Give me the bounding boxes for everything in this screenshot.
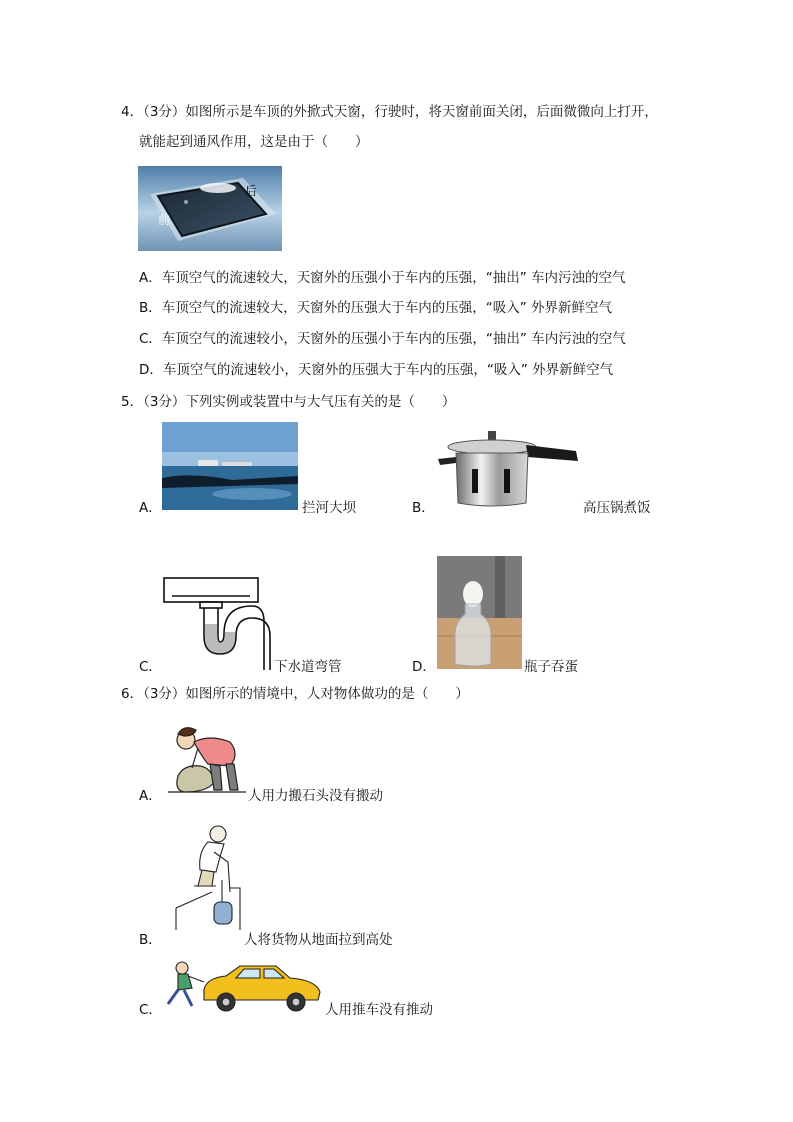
lift-stone-illustration [164,720,248,796]
q6-a-letter: A． [139,788,162,804]
q5-c-caption: 下水道弯管 [274,659,342,675]
q5-c-letter: C． [139,659,162,675]
q6-a-caption: 人用力搬石头没有搬动 [248,788,383,804]
q4-stem-line1: 4．（3分）如图所示是车顶的外掀式天窗，行驶时，将天窗前面关闭，后面微微向上打开， [121,104,658,120]
q6-b-letter: B． [139,932,162,948]
q6-stem: 6．（3分）如图所示的情境中，人对物体做功的是（ ） [121,686,469,702]
push-car-illustration [164,960,322,1014]
dam-photo [162,422,298,510]
q5-d-caption: 瓶子吞蛋 [524,659,578,675]
q6-c-letter: C． [139,1002,162,1018]
drain-trap-diagram [162,576,274,672]
q4-option-c: C．车顶空气的流速较小，天窗外的压强小于车内的压强，“抽出” 车内污浊的空气 [139,331,626,347]
pull-cargo-illustration [170,822,244,930]
q5-a-letter: A． [139,500,162,516]
q5-b-letter: B． [412,500,435,516]
q5-a-caption: 拦河大坝 [302,500,356,516]
pressure-cooker-photo [436,429,580,509]
q4-option-d: D．车顶空气的流速较小，天窗外的压强大于车内的压强，“吸入” 外界新鲜空气 [139,362,614,378]
fig-label-front: 前 [158,213,171,227]
q4-option-a: A．车顶空气的流速较大，天窗外的压强小于车内的压强，“抽出” 车内污浊的空气 [139,270,626,286]
fig-label-back: 后 [245,184,258,198]
q6-c-caption: 人用推车没有推动 [325,1002,433,1018]
q4-option-b: B．车顶空气的流速较大，天窗外的压强大于车内的压强，“吸入” 外界新鲜空气 [139,300,613,316]
q4-stem-line2: 就能起到通风作用，这是由于（ ） [139,134,369,150]
sunroof-figure [138,166,282,251]
egg-bottle-photo [437,556,522,669]
q5-b-caption: 高压锅煮饭 [583,500,651,516]
q5-stem: 5．（3分）下列实例或装置中与大气压有关的是（ ） [121,394,456,410]
q6-b-caption: 人将货物从地面拉到高处 [244,932,393,948]
q5-d-letter: D． [412,659,436,675]
